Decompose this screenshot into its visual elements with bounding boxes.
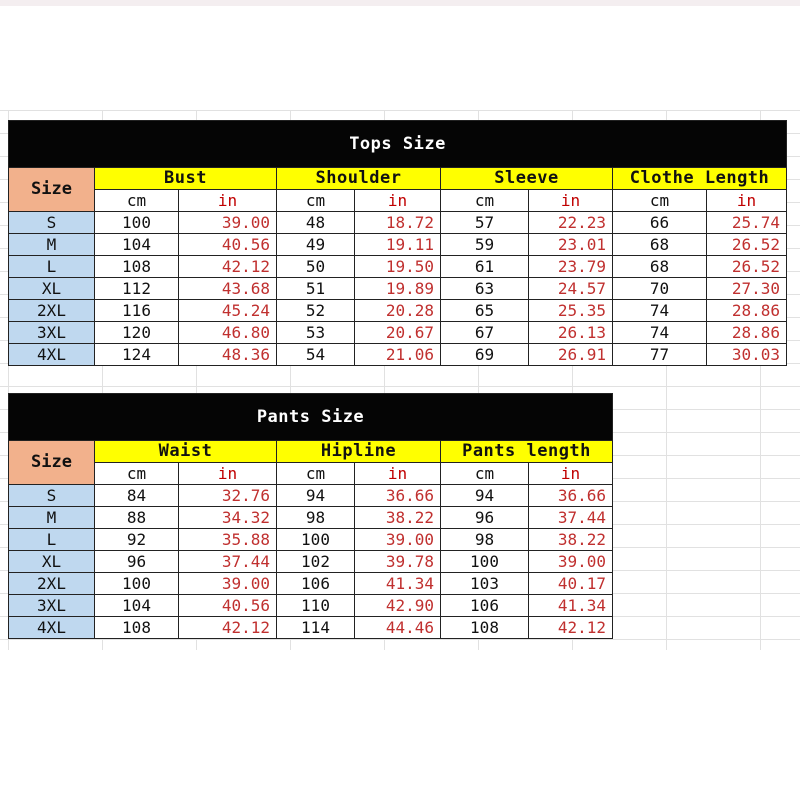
size-label: 3XL bbox=[9, 595, 95, 617]
cm-value-cell: 54 bbox=[277, 344, 355, 366]
inch-value-cell: 39.00 bbox=[179, 212, 277, 234]
measurement-header: Sleeve bbox=[441, 168, 613, 190]
cm-value-cell: 102 bbox=[277, 551, 355, 573]
cm-value-cell: 94 bbox=[277, 485, 355, 507]
unit-in-header: in bbox=[355, 190, 441, 212]
size-label: 3XL bbox=[9, 322, 95, 344]
table-row bbox=[9, 234, 787, 256]
pants-size-table bbox=[8, 393, 613, 639]
inch-value-cell: 27.30 bbox=[707, 278, 787, 300]
cm-value-cell: 116 bbox=[95, 300, 179, 322]
size-label: M bbox=[9, 507, 95, 529]
cm-value-cell: 61 bbox=[441, 256, 529, 278]
pants-group-header-row bbox=[9, 441, 613, 463]
measurement-header: Hipline bbox=[277, 441, 441, 463]
cm-value-cell: 53 bbox=[277, 322, 355, 344]
cm-value-cell: 65 bbox=[441, 300, 529, 322]
unit-cm-header: cm bbox=[441, 463, 529, 485]
unit-in-header: in bbox=[179, 463, 277, 485]
unit-in-header: in bbox=[179, 190, 277, 212]
inch-value-cell: 28.86 bbox=[707, 300, 787, 322]
inch-value-cell: 40.17 bbox=[529, 573, 613, 595]
unit-in-header: in bbox=[355, 463, 441, 485]
table-row bbox=[9, 256, 787, 278]
unit-cm-header: cm bbox=[277, 190, 355, 212]
inch-value-cell: 43.68 bbox=[179, 278, 277, 300]
inch-value-cell: 22.23 bbox=[529, 212, 613, 234]
cm-value-cell: 98 bbox=[441, 529, 529, 551]
size-column-header: Size bbox=[9, 168, 95, 212]
inch-value-cell: 40.56 bbox=[179, 595, 277, 617]
inch-value-cell: 20.67 bbox=[355, 322, 441, 344]
inch-value-cell: 41.34 bbox=[529, 595, 613, 617]
tops-table-title: Tops Size bbox=[9, 121, 787, 168]
measurement-header: Clothe Length bbox=[613, 168, 787, 190]
unit-in-header: in bbox=[707, 190, 787, 212]
table-row bbox=[9, 322, 787, 344]
size-label: L bbox=[9, 256, 95, 278]
table-row bbox=[9, 595, 613, 617]
cm-value-cell: 96 bbox=[95, 551, 179, 573]
cm-value-cell: 77 bbox=[613, 344, 707, 366]
inch-value-cell: 24.57 bbox=[529, 278, 613, 300]
cm-value-cell: 106 bbox=[277, 573, 355, 595]
size-label: 4XL bbox=[9, 617, 95, 639]
size-label: 4XL bbox=[9, 344, 95, 366]
inch-value-cell: 20.28 bbox=[355, 300, 441, 322]
cm-value-cell: 100 bbox=[95, 212, 179, 234]
cm-value-cell: 48 bbox=[277, 212, 355, 234]
cm-value-cell: 51 bbox=[277, 278, 355, 300]
cm-value-cell: 110 bbox=[277, 595, 355, 617]
inch-value-cell: 19.89 bbox=[355, 278, 441, 300]
size-label: L bbox=[9, 529, 95, 551]
cm-value-cell: 69 bbox=[441, 344, 529, 366]
inch-value-cell: 36.66 bbox=[529, 485, 613, 507]
cm-value-cell: 98 bbox=[277, 507, 355, 529]
table-row bbox=[9, 278, 787, 300]
inch-value-cell: 42.12 bbox=[529, 617, 613, 639]
size-column-header: Size bbox=[9, 441, 95, 485]
cm-value-cell: 57 bbox=[441, 212, 529, 234]
tops-unit-row bbox=[9, 190, 787, 212]
inch-value-cell: 26.91 bbox=[529, 344, 613, 366]
pants-table-title: Pants Size bbox=[9, 394, 613, 441]
size-label: XL bbox=[9, 278, 95, 300]
inch-value-cell: 26.52 bbox=[707, 256, 787, 278]
cm-value-cell: 108 bbox=[95, 617, 179, 639]
cm-value-cell: 104 bbox=[95, 234, 179, 256]
size-label: 2XL bbox=[9, 573, 95, 595]
table-row bbox=[9, 212, 787, 234]
cm-value-cell: 50 bbox=[277, 256, 355, 278]
inch-value-cell: 35.88 bbox=[179, 529, 277, 551]
pants-unit-row bbox=[9, 463, 613, 485]
cm-value-cell: 74 bbox=[613, 300, 707, 322]
top-strip bbox=[0, 0, 800, 6]
tops-group-header-row bbox=[9, 168, 787, 190]
cm-value-cell: 100 bbox=[441, 551, 529, 573]
cm-value-cell: 52 bbox=[277, 300, 355, 322]
measurement-header: Bust bbox=[95, 168, 277, 190]
cm-value-cell: 68 bbox=[613, 256, 707, 278]
cm-value-cell: 70 bbox=[613, 278, 707, 300]
inch-value-cell: 26.13 bbox=[529, 322, 613, 344]
pants-title-row bbox=[9, 394, 613, 441]
inch-value-cell: 18.72 bbox=[355, 212, 441, 234]
table-row bbox=[9, 300, 787, 322]
inch-value-cell: 26.52 bbox=[707, 234, 787, 256]
cm-value-cell: 100 bbox=[277, 529, 355, 551]
cm-value-cell: 106 bbox=[441, 595, 529, 617]
inch-value-cell: 42.12 bbox=[179, 617, 277, 639]
inch-value-cell: 21.06 bbox=[355, 344, 441, 366]
cm-value-cell: 67 bbox=[441, 322, 529, 344]
table-row bbox=[9, 617, 613, 639]
table-row bbox=[9, 573, 613, 595]
cm-value-cell: 59 bbox=[441, 234, 529, 256]
cm-value-cell: 112 bbox=[95, 278, 179, 300]
inch-value-cell: 41.34 bbox=[355, 573, 441, 595]
table-row bbox=[9, 485, 613, 507]
inch-value-cell: 39.78 bbox=[355, 551, 441, 573]
measurement-header: Shoulder bbox=[277, 168, 441, 190]
cm-value-cell: 108 bbox=[95, 256, 179, 278]
inch-value-cell: 39.00 bbox=[355, 529, 441, 551]
inch-value-cell: 25.35 bbox=[529, 300, 613, 322]
inch-value-cell: 28.86 bbox=[707, 322, 787, 344]
cm-value-cell: 68 bbox=[613, 234, 707, 256]
tops-size-table bbox=[8, 120, 787, 366]
inch-value-cell: 30.03 bbox=[707, 344, 787, 366]
cm-value-cell: 94 bbox=[441, 485, 529, 507]
inch-value-cell: 19.11 bbox=[355, 234, 441, 256]
inch-value-cell: 39.00 bbox=[179, 573, 277, 595]
inch-value-cell: 37.44 bbox=[179, 551, 277, 573]
unit-cm-header: cm bbox=[277, 463, 355, 485]
cm-value-cell: 120 bbox=[95, 322, 179, 344]
cm-value-cell: 63 bbox=[441, 278, 529, 300]
cm-value-cell: 124 bbox=[95, 344, 179, 366]
inch-value-cell: 45.24 bbox=[179, 300, 277, 322]
unit-in-header: in bbox=[529, 463, 613, 485]
inch-value-cell: 39.00 bbox=[529, 551, 613, 573]
cm-value-cell: 100 bbox=[95, 573, 179, 595]
table-row bbox=[9, 344, 787, 366]
cm-value-cell: 103 bbox=[441, 573, 529, 595]
inch-value-cell: 32.76 bbox=[179, 485, 277, 507]
size-label: S bbox=[9, 485, 95, 507]
pants-table-body bbox=[9, 394, 613, 639]
cm-value-cell: 88 bbox=[95, 507, 179, 529]
tops-title-row bbox=[9, 121, 787, 168]
unit-cm-header: cm bbox=[95, 190, 179, 212]
cm-value-cell: 49 bbox=[277, 234, 355, 256]
inch-value-cell: 40.56 bbox=[179, 234, 277, 256]
inch-value-cell: 34.32 bbox=[179, 507, 277, 529]
inch-value-cell: 48.36 bbox=[179, 344, 277, 366]
unit-cm-header: cm bbox=[441, 190, 529, 212]
tops-table-body bbox=[9, 121, 787, 366]
cm-value-cell: 92 bbox=[95, 529, 179, 551]
inch-value-cell: 19.50 bbox=[355, 256, 441, 278]
inch-value-cell: 42.12 bbox=[179, 256, 277, 278]
cm-value-cell: 114 bbox=[277, 617, 355, 639]
unit-cm-header: cm bbox=[95, 463, 179, 485]
measurement-header: Pants length bbox=[441, 441, 613, 463]
inch-value-cell: 37.44 bbox=[529, 507, 613, 529]
size-label: M bbox=[9, 234, 95, 256]
cm-value-cell: 84 bbox=[95, 485, 179, 507]
measurement-header: Waist bbox=[95, 441, 277, 463]
size-label: 2XL bbox=[9, 300, 95, 322]
table-row bbox=[9, 551, 613, 573]
table-row bbox=[9, 507, 613, 529]
cm-value-cell: 108 bbox=[441, 617, 529, 639]
inch-value-cell: 23.79 bbox=[529, 256, 613, 278]
unit-in-header: in bbox=[529, 190, 613, 212]
inch-value-cell: 23.01 bbox=[529, 234, 613, 256]
inch-value-cell: 38.22 bbox=[355, 507, 441, 529]
inch-value-cell: 44.46 bbox=[355, 617, 441, 639]
unit-cm-header: cm bbox=[613, 190, 707, 212]
cm-value-cell: 104 bbox=[95, 595, 179, 617]
cm-value-cell: 96 bbox=[441, 507, 529, 529]
cm-value-cell: 66 bbox=[613, 212, 707, 234]
size-label: S bbox=[9, 212, 95, 234]
inch-value-cell: 46.80 bbox=[179, 322, 277, 344]
inch-value-cell: 25.74 bbox=[707, 212, 787, 234]
cm-value-cell: 74 bbox=[613, 322, 707, 344]
inch-value-cell: 42.90 bbox=[355, 595, 441, 617]
size-label: XL bbox=[9, 551, 95, 573]
inch-value-cell: 38.22 bbox=[529, 529, 613, 551]
table-row bbox=[9, 529, 613, 551]
inch-value-cell: 36.66 bbox=[355, 485, 441, 507]
